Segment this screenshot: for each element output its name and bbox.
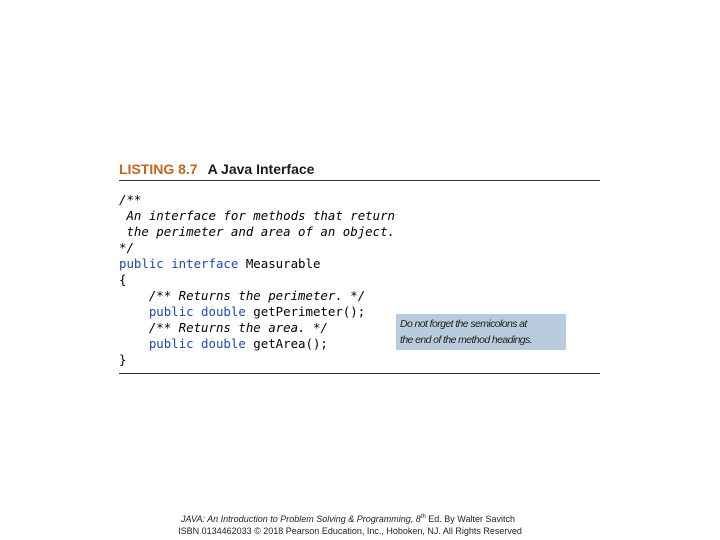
code-text: Measurable <box>238 256 321 271</box>
code-keyword: public double <box>119 336 246 351</box>
code-line <box>119 320 395 336</box>
footer-book-title: JAVA: An Introduction to Problem Solving & Programming, 8 <box>180 514 421 524</box>
callout-line-1: Do not forget the semicolons at <box>400 318 527 330</box>
code-line <box>119 304 395 320</box>
listing-name: A Java Interface <box>207 161 315 177</box>
code-keyword: public interface <box>119 256 239 271</box>
listing-number: LISTING 8.7 <box>119 161 198 177</box>
code-line <box>119 256 395 272</box>
bottom-rule <box>119 373 600 374</box>
footer-citation <box>0 513 708 525</box>
code-text: getPerimeter(); <box>245 304 366 319</box>
callout-note <box>396 314 566 350</box>
code-line <box>119 224 395 240</box>
footer-copyright: ISBN 0134462033 © 2018 Pearson Education, Inc., Hoboken, NJ. All Rights Reserved <box>178 526 522 536</box>
listing-title <box>119 160 314 178</box>
code-comment: An interface for methods that return <box>119 208 396 223</box>
callout-line-2: the end of the method headings. <box>400 334 533 346</box>
code-line <box>119 336 395 352</box>
code-line <box>119 288 395 304</box>
code-line <box>119 352 395 368</box>
code-line <box>119 192 395 208</box>
code-line <box>119 272 395 288</box>
code-block <box>119 192 395 368</box>
code-keyword: public double <box>119 304 246 319</box>
code-comment: /** Returns the perimeter. */ <box>119 288 366 303</box>
code-text: getArea(); <box>245 336 328 351</box>
code-line <box>119 208 395 224</box>
code-comment: /** Returns the area. */ <box>119 320 328 335</box>
top-rule <box>119 180 600 181</box>
footer-author: Ed. By Walter Savitch <box>425 514 515 524</box>
code-text: { <box>119 272 127 287</box>
code-text: } <box>119 352 127 367</box>
code-line <box>119 240 395 256</box>
code-comment: */ <box>119 240 134 255</box>
footer-edition-suffix: th <box>420 514 426 520</box>
code-comment: /** <box>119 192 142 207</box>
code-comment: the perimeter and area of an object. <box>119 224 396 239</box>
